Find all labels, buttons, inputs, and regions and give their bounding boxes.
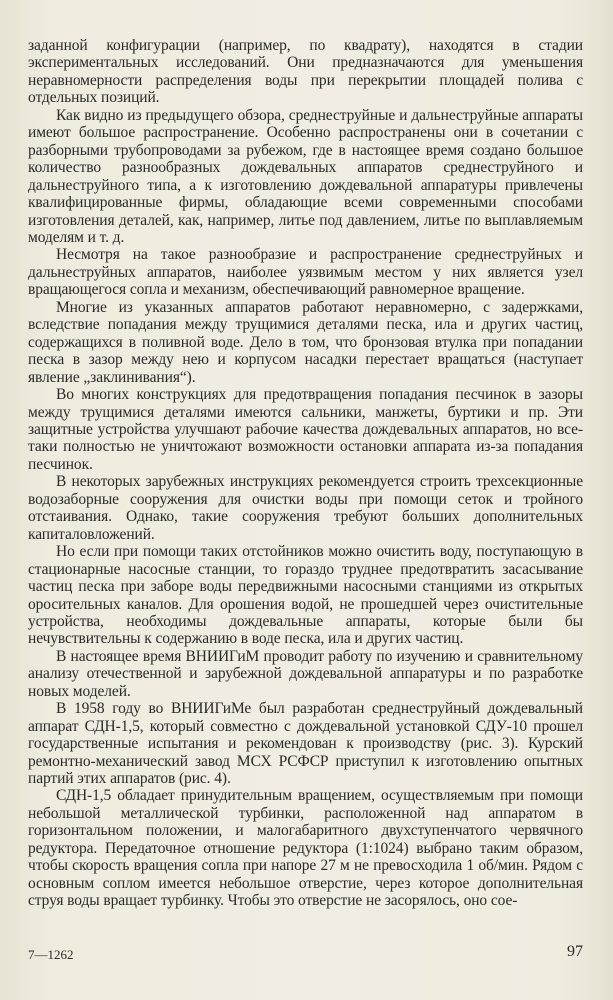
paragraph: В некоторых зарубежных инструкциях рекомендуется строить трехсекционные водозаборные сооружения для очистки воды при помощи сеток и тройного отстаивания. Однако, такие сооружения требуют больших дополнительных капиталовложений. bbox=[28, 473, 583, 543]
paragraph: заданной конфигурации (например, по квадрату), находятся в стадии экспериментальных исследований. Они предназначаются для уменьшения неравномерности распределения воды при перекрытии площадей полива с отдельных позиций. bbox=[28, 37, 583, 107]
paragraph: СДН-1,5 обладает принудительным вращением, осуществляемым при помощи небольшой металлической турбинки, расположенной над аппаратом в горизонтальном положении, и малогабаритного двухступенчатого червячного редуктора. Передаточное отношение редуктора (1:1024) выбрано таким образом, чтобы скорость вращения сопла при напоре 27 м не превосходила 1 об/мин. Рядом с основным соплом имеется небольшое отверстие, через которое дополнительная струя воды вращает турбинку. Чтобы это отверстие не засорялось, оно сое- bbox=[28, 787, 583, 910]
page-number: 97 bbox=[567, 943, 583, 960]
paragraph: Несмотря на такое разнообразие и распространение среднеструйных и дальнеструйных аппаратов, наиболее уязвимым местом у них является узел вращающегося сопла и механизм, обеспечивающий равномерное вращение. bbox=[28, 246, 583, 299]
paragraph: Но если при помощи таких отстойников можно очистить воду, поступающую в стационарные насосные станции, то гораздо труднее предотвратить засасывание частиц песка при заборе воды передвижными насосными станциями из открытых оросительных каналов. Для орошения водой, не прошедшей через очистительные устройства, необходимы дождевальные аппараты, которые были бы нечувствительны к содержанию в воде песка, ила и других частиц. bbox=[28, 543, 583, 648]
body-text bbox=[28, 37, 583, 910]
paragraph: В настоящее время ВНИИГиМ проводит работу по изучению и сравнительному анализу отечественной и зарубежной дождевальной аппаратуры и по разработке новых моделей. bbox=[28, 647, 583, 700]
paragraph: В 1958 году во ВНИИГиМе был разработан среднеструйный дождевальный аппарат СДН-1,5, который совместно с дождевальной установкой СДУ-10 прошел государственные испытания и рекомендован к производству (рис. 3). Курский ремонтно-механический завод МСХ РСФСР приступил к изготовлению опытных партий этих аппаратов (рис. 4). bbox=[28, 700, 583, 788]
page-footer bbox=[28, 943, 583, 967]
paragraph: Во многих конструкциях для предотвращения попадания песчинок в зазоры между трущимися деталями имеются сальники, манжеты, буртики и пр. Эти защитные устройства улучшают рабочие качества дождевальных аппаратов, но все-таки полностью не уничтожают возможности остановки аппарата из-за попадания песчинок. bbox=[28, 386, 583, 473]
paragraph: Как видно из предыдущего обзора, среднеструйные и дальнеструйные аппараты имеют большое распространение. Особенно распространены они в сочетании с разборными трубопроводами за рубежом, где в настоящее время создано большое количество разнообразных дождевальных аппаратов среднеструйного и дальнеструйного типа, а к изготовлению дождевальной аппаратуры привлечены квалифицированные фирмы, обладающие всеми современными способами изготовления деталей, как, например, литье под давлением, литье по выплавляемым моделям и т. д. bbox=[28, 106, 583, 246]
paragraph: Многие из указанных аппаратов работают неравномерно, с задержками, вследствие попадания между трущимися деталями песка, ила и других частиц, содержащихся в поливной воде. Дело в том, что бронзовая втулка при попадании песка в зазор между нею и корпусом насадки перестает вращаться (наступает явление „заклинивания“). bbox=[28, 298, 583, 386]
printer-signature: 7—1262 bbox=[28, 947, 74, 962]
